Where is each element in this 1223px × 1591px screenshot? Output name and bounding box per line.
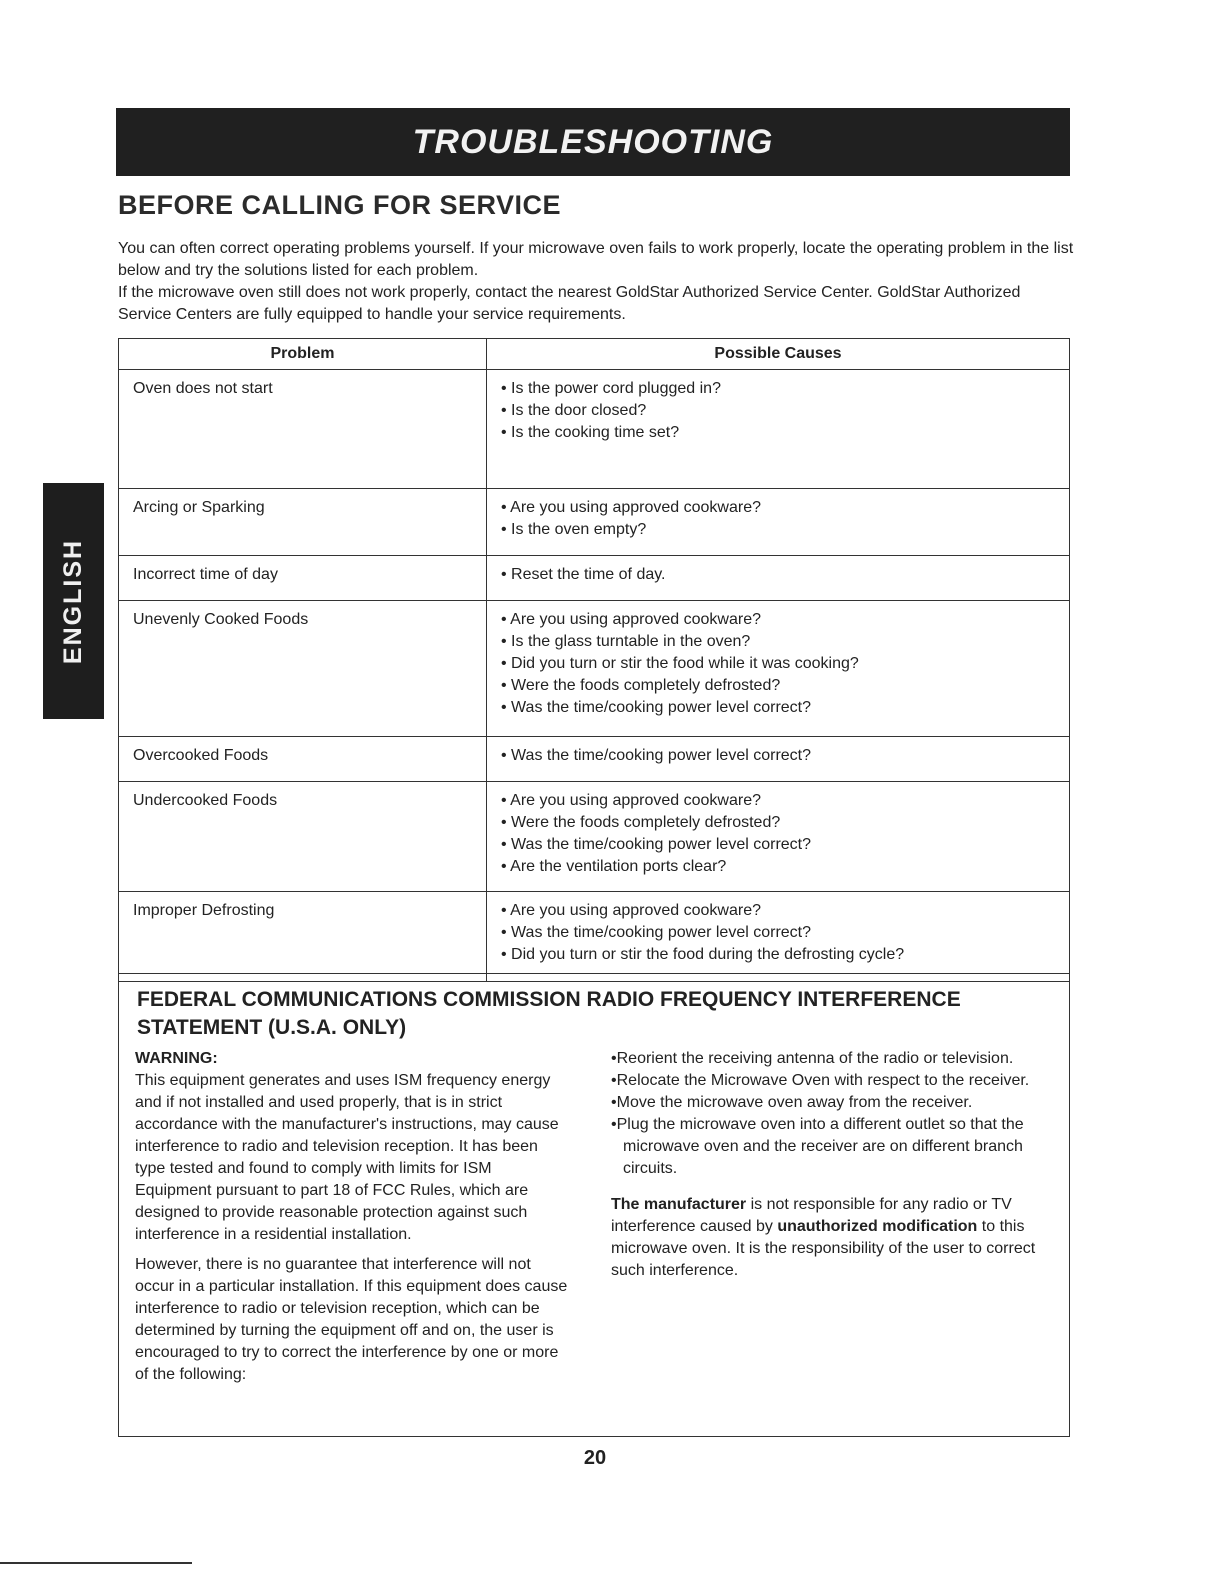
cause-item: • Did you turn or stir the food during the defrosting cycle? (501, 944, 1055, 966)
footer-divider (0, 1562, 192, 1564)
cause-item: • Are you using approved cookware? (501, 900, 1055, 922)
disclaimer-emphasis: unauthorized modification (777, 1218, 978, 1235)
cause-item: • Is the cooking time set? (501, 422, 1055, 444)
table-row (119, 601, 1070, 737)
cause-item: • Were the foods completely defrosted? (501, 812, 1055, 834)
header-possible-causes: Possible Causes (487, 339, 1070, 370)
fcc-title: FEDERAL COMMUNICATIONS COMMISSION RADIO FREQUENCY INTERFERENCE STATEMENT (U.S.A. ONLY) (137, 988, 961, 1039)
causes-cell (487, 737, 1070, 782)
warning-paragraph (135, 1048, 571, 1246)
cause-item: • Did you turn or stir the food while it was cooking? (501, 653, 1055, 675)
cause-item: • Was the time/cooking power level correct? (501, 697, 1055, 719)
measures-list (611, 1048, 1051, 1180)
cause-item: • Are you using approved cookware? (501, 609, 1055, 631)
problem-cell: Incorrect time of day (119, 556, 487, 601)
problem-cell: Undercooked Foods (119, 782, 487, 892)
cause-item: • Is the power cord plugged in? (501, 378, 1055, 400)
troubleshooting-banner (116, 108, 1070, 176)
causes-cell (487, 892, 1070, 982)
problem-cell: Overcooked Foods (119, 737, 487, 782)
causes-cell (487, 489, 1070, 556)
cause-item: • Are the ventilation ports clear? (501, 856, 1055, 878)
disclaimer-text: to this microwave oven. It is the responsibility of the user to correct such interference. (611, 1218, 1036, 1279)
language-side-tab (43, 483, 104, 719)
header-problem: Problem (119, 339, 487, 370)
measure-item: • Move the microwave oven away from the receiver. (611, 1092, 1051, 1114)
cause-item: • Was the time/cooking power level correct? (501, 922, 1055, 944)
cause-item: • Are you using approved cookware? (501, 790, 1055, 812)
cause-item: • Reset the time of day. (501, 564, 1055, 586)
problem-cell: Improper Defrosting (119, 892, 487, 982)
table-row (119, 737, 1070, 782)
table-row (119, 370, 1070, 489)
measure-item: • Relocate the Microwave Oven with respect to the receiver. (611, 1070, 1051, 1092)
troubleshooting-table (118, 338, 1070, 982)
warning-label: WARNING: (135, 1050, 218, 1067)
cause-item: • Is the oven empty? (501, 519, 1055, 541)
banner-title: TROUBLESHOOTING (412, 122, 774, 161)
causes-cell (487, 782, 1070, 892)
cause-item: • Were the foods completely defrosted? (501, 675, 1055, 697)
causes-cell (487, 370, 1070, 489)
side-tab-label: ENGLISH (59, 538, 87, 664)
measure-item: • Plug the microwave oven into a different outlet so that the microwave oven and the receiver are on different branch circuits. (611, 1114, 1051, 1180)
cause-item: • Is the door closed? (501, 400, 1055, 422)
problem-cell: Arcing or Sparking (119, 489, 487, 556)
cause-item: • Was the time/cooking power level correct? (501, 834, 1055, 856)
causes-cell (487, 556, 1070, 601)
intro-text (118, 238, 1078, 326)
disclaimer-emphasis: The manufacturer (611, 1196, 747, 1213)
intro-paragraph-1: You can often correct operating problems yourself. If your microwave oven fails to work properly, locate the operating problem in the list below and try the solutions listed for each problem. (118, 240, 1074, 279)
disclaimer-paragraph (611, 1194, 1051, 1282)
table-row (119, 489, 1070, 556)
section-title: BEFORE CALLING FOR SERVICE (118, 190, 562, 220)
intro-paragraph-2: If the microwave oven still does not work properly, contact the nearest GoldStar Authorized Service Center. GoldStar Authorized Service Centers are fully equipped to handle your service requirements. (118, 284, 1021, 323)
problem-cell: Oven does not start (119, 370, 487, 489)
page-number: 20 (583, 1447, 607, 1469)
table-row (119, 556, 1070, 601)
disclaimer-text: is not responsible for any radio or TV interference caused by (611, 1196, 1012, 1235)
fcc-left-column (135, 1048, 571, 1394)
cause-item: • Was the time/cooking power level correct? (501, 745, 1055, 767)
problem-cell: Unevenly Cooked Foods (119, 601, 487, 737)
cause-item: • Is the glass turntable in the oven? (501, 631, 1055, 653)
table-header-row (119, 339, 1070, 370)
fcc-right-column (611, 1048, 1051, 1282)
measure-item: • Reorient the receiving antenna of the radio or television. (611, 1048, 1051, 1070)
fcc-statement-box (118, 973, 1070, 1437)
table-row (119, 892, 1070, 982)
cause-item: • Are you using approved cookware? (501, 497, 1055, 519)
table-row (119, 782, 1070, 892)
warning-text: This equipment generates and uses ISM frequency energy and if not installed and used properly, that is in strict accordance with the manufacturer's instructions, may cause interference to radio and television reception. It has been type tested and found to comply with limits for ISM Equipment pursuant to part 18 of FCC Rules, which are designed to provide reasonable protection against such interference in a residential installation. (135, 1072, 559, 1243)
causes-cell (487, 601, 1070, 737)
however-paragraph: However, there is no guarantee that interference will not occur in a particular installation. If this equipment does cause interference to radio or television reception, which can be determined by turning the equipment off and on, the user is encouraged to try to correct the interference by one or more of the following: (135, 1256, 568, 1383)
